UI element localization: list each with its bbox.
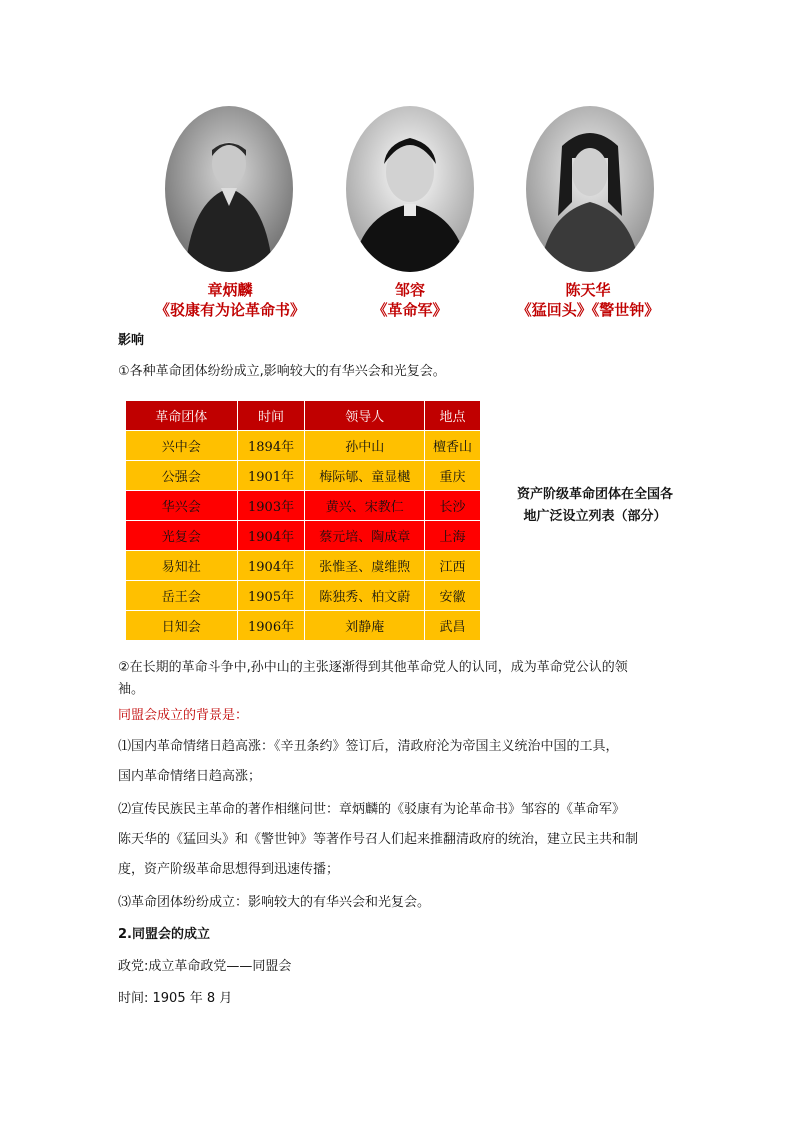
table-row [126,611,481,641]
background-heading: 同盟会成立的背景是： [118,708,249,723]
revolutionary-groups-table [125,400,481,641]
table-header: 时间 [237,401,305,431]
table-cell: 檀香山 [425,431,481,461]
table-cell: 安徽 [425,581,481,611]
table-caption-line: 资产阶级革命团体在全国各 [516,487,673,502]
background-item-2-line-2: 陈天华的《猛回头》和《警世钟》等著作号召人们起来推翻清政府的统治，建立民主共和制 [118,832,639,847]
table-cell: 1903年 [237,491,305,521]
background-item-2-line-3: 度，资产阶级革命思想得到迅速传播； [118,862,340,877]
table-cell: 武昌 [425,611,481,641]
table-header: 革命团体 [126,401,238,431]
party-line: 政党:成立革命政党——同盟会 [118,959,292,974]
portrait-work: 《猛回头》《警世钟》 [516,301,660,319]
portrait-caption-2 [310,280,510,320]
table-cell: 孙中山 [305,431,425,461]
table-row [126,491,481,521]
point-2-line-2: 袖。 [118,682,145,697]
table-cell: 长沙 [425,491,481,521]
table-cell: 刘静庵 [305,611,425,641]
background-item-3: ⑶革命团体纷纷成立：影响较大的有华兴会和光复会。 [118,895,431,910]
table-row [126,521,481,551]
table-row [126,461,481,491]
table-cell: 日知会 [126,611,238,641]
influence-heading: 影响 [118,333,145,348]
table-cell: 光复会 [126,521,238,551]
time-line: 时间: 1905 年 8 月 [118,991,233,1006]
table-cell: 黄兴、宋教仁 [305,491,425,521]
portrait-zou-rong [346,106,474,272]
table-cell: 岳王会 [126,581,238,611]
portrait-name: 邹容 [394,281,425,299]
table-cell: 张惟圣、虞维煦 [305,551,425,581]
table-cell: 1904年 [237,551,305,581]
table-cell: 陈独秀、柏文蔚 [305,581,425,611]
table-row [126,581,481,611]
table-cell: 公强会 [126,461,238,491]
portrait-name: 章炳麟 [207,281,253,299]
portrait-caption-3 [488,280,688,320]
table-header: 地点 [425,401,481,431]
section-2-heading: 2.同盟会的成立 [118,927,210,942]
table-cell: 上海 [425,521,481,551]
table-cell: 1904年 [237,521,305,551]
background-item-1-line-2: 国内革命情绪日趋高涨； [118,769,262,784]
table-header: 领导人 [305,401,425,431]
table-cell: 1905年 [237,581,305,611]
table-cell: 蔡元培、陶成章 [305,521,425,551]
portrait-zhang-binglin [165,106,293,272]
background-item-1-line-1: ⑴国内革命情绪日趋高涨：《辛丑条约》签订后，清政府沦为帝国主义统治中国的工具， [118,739,619,754]
table-caption [505,484,685,528]
table-cell: 1901年 [237,461,305,491]
table-caption-line: 地广泛设立列表（部分） [523,509,667,524]
point-2-line-1: ②在长期的革命斗争中,孙中山的主张逐渐得到其他革命党人的认同，成为革命党公认的领 [118,660,628,675]
table-cell: 华兴会 [126,491,238,521]
table-cell: 易知社 [126,551,238,581]
portrait-work: 《革命军》 [372,301,448,319]
point-1: ①各种革命团体纷纷成立,影响较大的有华兴会和光复会。 [118,364,446,379]
table-cell: 重庆 [425,461,481,491]
table-cell: 1906年 [237,611,305,641]
portrait-work: 《驳康有为论革命书》 [154,301,305,319]
table-row [126,551,481,581]
table-cell: 江西 [425,551,481,581]
portrait-name: 陈天华 [565,281,611,299]
background-item-2-line-1: ⑵宣传民族民主革命的著作相继问世：章炳麟的《驳康有为论革命书》邹容的《革命军》 [118,802,626,817]
table-header-row [126,401,481,431]
table-cell: 梅际郇、童显樾 [305,461,425,491]
table-cell: 1894年 [237,431,305,461]
portrait-chen-tianhua [526,106,654,272]
portrait-caption-1 [130,280,330,320]
table-cell: 兴中会 [126,431,238,461]
table-row [126,431,481,461]
